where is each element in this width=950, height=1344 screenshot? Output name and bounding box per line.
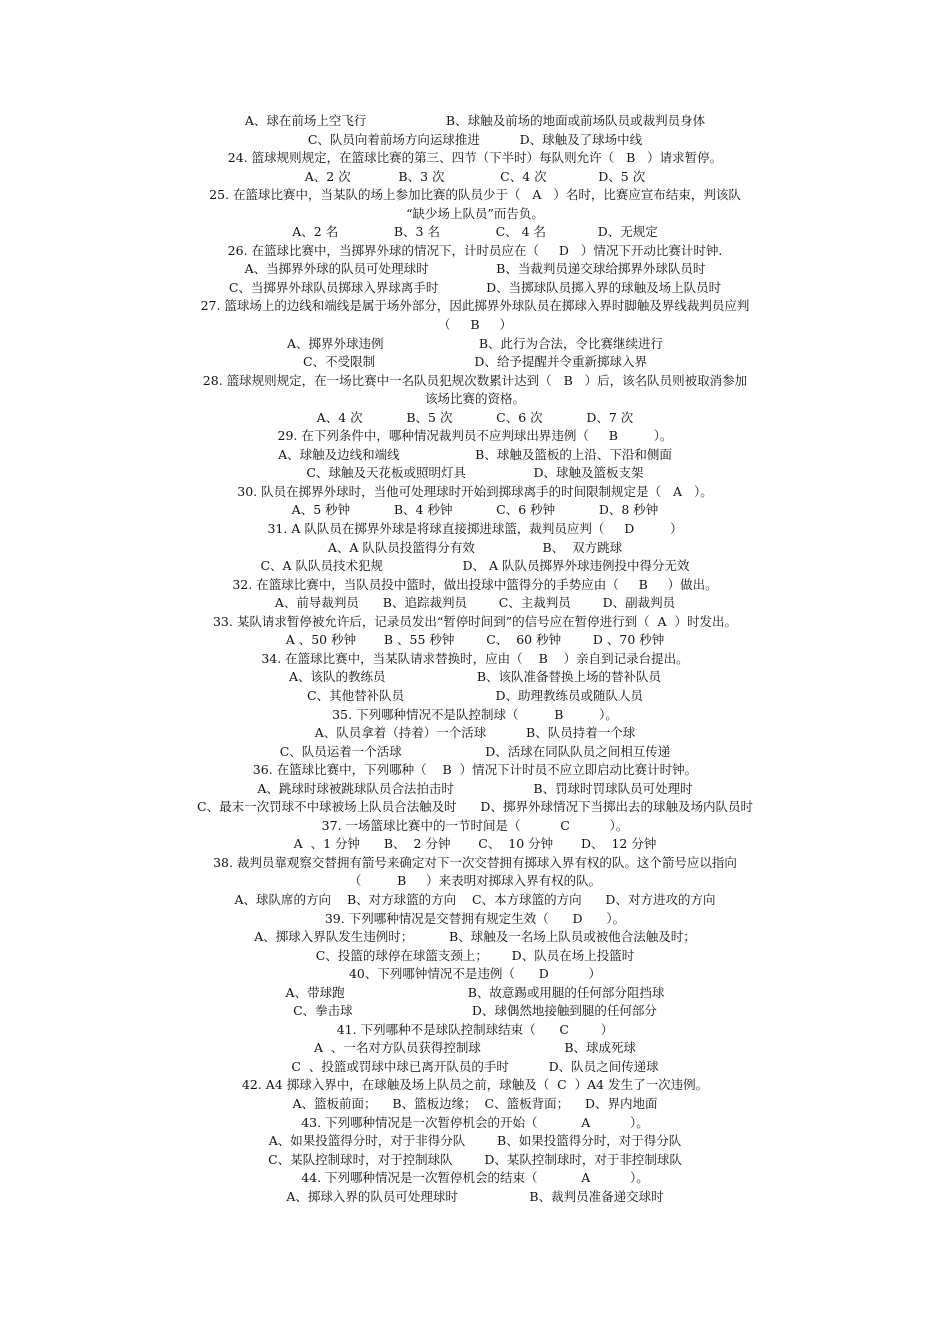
text-line: A、掷界外球违例 B、此行为合法，令比赛继续进行 (286, 335, 664, 351)
text-line: C、A 队队员技术犯规 D、 A 队队员掷界外球违例投中得分无效 (260, 558, 690, 574)
question-37: 37. 一场篮球比赛中的一节时间是（ C ）。 (321, 817, 629, 833)
question-27: 27. 篮球场上的边线和端线是属于场外部分，因此掷界外球队员在掷球入界时脚触及界线裁判员应判 (200, 298, 750, 314)
question-42: 42. A4 掷球入界中，在球触及场上队员之前，球触及（ C ）A4 发生了一次违例。 (241, 1077, 709, 1093)
question-41: 41. 下列哪种不是球队控制球结束（ C ） (336, 1021, 614, 1037)
question-35: 35. 下列哪种情况不是队控制球（ B ）。 (332, 706, 618, 722)
text-line: C、不受限制 D、给予提醒并令重新掷球入界 (303, 354, 647, 370)
text-line: C、其他替补队员 D、助理教练员或随队人员 (307, 687, 643, 703)
question-26: 26. 在篮球比赛中，当掷界外球的情况下，计时员应在（ D ）情况下开动比赛计时钟. (227, 242, 723, 258)
text-line: C、队员向着前场方向运球推进 D、球触及了球场中线 (307, 131, 643, 147)
text-line: A、掷球入界队发生违例时； B、球触及一名场上队员或被他合法触及时； (254, 929, 696, 945)
question-39: 39. 下列哪种情况是交替拥有规定生效（ D ）。 (324, 910, 626, 926)
text-line: （ B ）来表明对掷球入界有权的队。 (348, 873, 602, 889)
question-31: 31. A 队队员在掷界外球是将球直接掷进球篮，裁判员应判（ D ） (267, 521, 683, 537)
question-29: 29. 在下列条件中，哪种情况裁判员不应判球出界违例（ B ）。 (277, 428, 673, 444)
question-25: 25. 在篮球比赛中，当某队的场上参加比赛的队员少于（ A ）名时，比赛应宣布结束，判该队 (209, 187, 741, 203)
text-line: A、跳球时球被跳球队员合法拍击时 B、罚球时罚球队员可处理时 (257, 780, 693, 796)
text-line: A、5 秒钟 B、4 秒钟 C、6 秒钟 D、8 秒钟 (291, 502, 659, 518)
text-line: A、带球跑 B、故意踢或用腿的任何部分阻挡球 (285, 984, 665, 1000)
text-line: （ B ） (438, 317, 512, 333)
text-line: A、队员拿着（持着）一个活球 B、队员持着一个球 (314, 725, 636, 741)
text-line: “缺少场上队员”而告负。 (406, 205, 544, 221)
text-line: A、掷球入界的队员可处理球时 B、裁判员准备递交球时 (286, 1188, 664, 1204)
question-33: 33. 某队请求暂停被允许后，记录员发出“暂停时间到”的信号应在暂停进行到（ A ）时发出。 (212, 613, 738, 629)
text-line: A、如果投篮得分时，对于非得分队 B、如果投篮得分时，对于得分队 (268, 1133, 682, 1149)
text-line: C、最末一次罚球不中球被场上队员合法触及时 D、掷界外球情况下当掷出去的球触及场内队员时 (197, 799, 753, 815)
text-line: A、当掷界外球的队员可处理球时 B、当裁判员递交球给掷界外球队员时 (244, 261, 706, 277)
text-line: A 、一名对方队员获得控制球 B、球成死球 (313, 1040, 637, 1056)
text-line: A、篮板前面； B、篮板边缘； C、篮板背面； D、界内地面 (292, 1095, 658, 1111)
question-43: 43. 下列哪种情况是一次暂停机会的开始（ A ）。 (301, 1114, 649, 1130)
question-34: 34. 在篮球比赛中，当某队请求替换时，应由（ B ）亲自到记录台提出。 (261, 650, 689, 666)
text-line: A、2 次 B、3 次 C、4 次 D、5 次 (304, 168, 646, 184)
document-page (0, 112, 950, 1206)
text-line: C、当掷界外球队员掷球入界球离手时 D、当掷球队员掷入界的球触及场上队员时 (228, 279, 722, 295)
text-line: A、该队的教练员 B、该队准备替换上场的替补队员 (288, 669, 662, 685)
text-line: C、投篮的球停在球篮支颈上； D、队员在场上投篮时 (315, 947, 635, 963)
text-line: 该场比赛的资格。 (424, 391, 525, 407)
question-24: 24. 篮球规则规定，在篮球比赛的第三、四节（下半时）每队则允许（ B ）请求暂停。 (227, 150, 723, 166)
question-40: 40、下列哪钟情况不是违例（ D ） (348, 966, 601, 982)
text-line: A、4 次 B、5 次 C、6 次 D、7 次 (316, 409, 634, 425)
text-line: C、球触及天花板或照明灯具 D、球触及篮板支架 (306, 465, 644, 481)
text-line: C、队员运着一个活球 D、活球在同队队员之间相互传递 (279, 743, 671, 759)
question-38: 38. 裁判员靠观察交替拥有箭号来确定对下一次交替拥有掷球入界有权的队。这个箭号应以指向 (213, 854, 737, 870)
text-line: C、拳击球 D、球偶然地接触到腿的任何部分 (293, 1003, 657, 1019)
text-line: A、2 名 B、3 名 C、 4 名 D、无规定 (292, 224, 658, 240)
text-line: C 、投篮或罚球中球已离开队员的手时 D、队员之间传递球 (291, 1058, 659, 1074)
text-line: A、球队席的方向 B、对方球篮的方向 C、本方球篮的方向 D、对方进攻的方向 (234, 891, 716, 907)
text-line: A、A 队队员投篮得分有效 B、 双方跳球 (327, 539, 623, 555)
question-44: 44. 下列哪种情况是一次暂停机会的结束（ A ）。 (301, 1170, 649, 1186)
text-line: A、球触及边线和端线 B、球触及篮板的上沿、下沿和侧面 (278, 446, 672, 462)
question-30: 30. 队员在掷界外球时，当他可处理球时开始到掷球离手的时间限制规定是（ A ）。 (237, 483, 713, 499)
text-line: A、球在前场上空飞行 B、球触及前场的地面或前场队员或裁判员身体 (244, 113, 706, 128)
text-line: A 、1 分钟 B、 2 分钟 C、 10 分钟 D、 12 分钟 (293, 836, 657, 852)
question-36: 36. 在篮球比赛中，下列哪种（ B ）情况下计时员不应立即启动比赛计时钟。 (252, 762, 698, 778)
text-line: C、某队控制球时，对于控制球队 D、某队控制球时，对于非控制球队 (268, 1151, 682, 1167)
question-28: 28. 篮球规则规定，在一场比赛中一名队员犯规次数累计达到（ B ）后，该名队员则被取消参加 (202, 372, 748, 388)
text-line: A、前导裁判员 B、追踪裁判员 C、主裁判员 D、副裁判员 (274, 595, 676, 611)
question-32: 32. 在篮球比赛中，当队员投中篮时，做出投球中篮得分的手势应由（ B ）做出。 (232, 576, 718, 592)
text-line: A 、50 秒钟 B 、55 秒钟 C、 60 秒钟 D 、70 秒钟 (285, 632, 665, 648)
